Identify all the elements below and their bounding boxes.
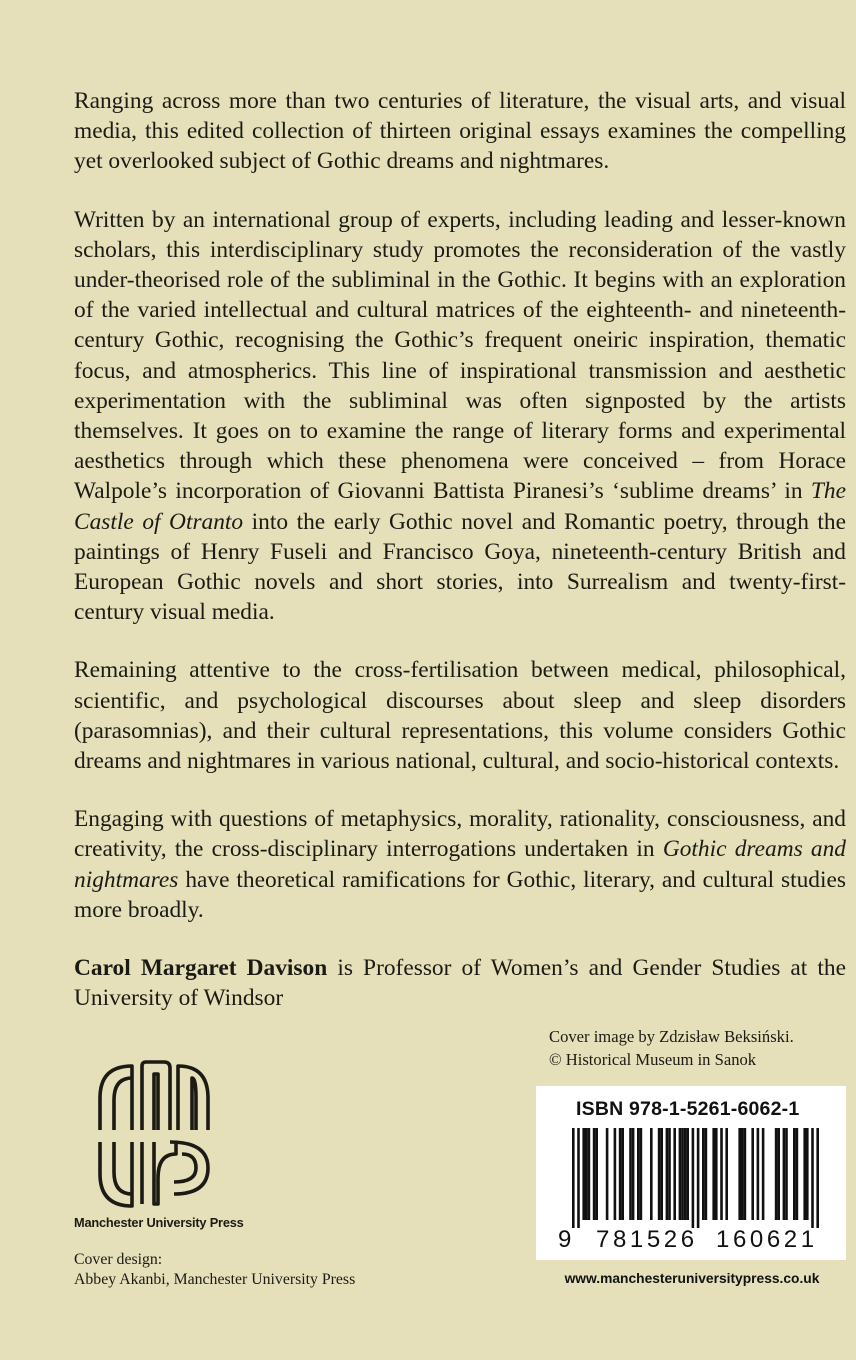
mup-monogram-icon — [90, 1058, 220, 1212]
barcode-bar — [762, 1128, 765, 1220]
cover-image-credit-line-1: Cover image by Zdzisław Beksiński. — [549, 1027, 794, 1046]
barcode-bar — [681, 1128, 684, 1220]
cover-image-credit — [549, 1026, 794, 1071]
barcode-bar — [658, 1128, 661, 1220]
barcode-guard-bar — [572, 1128, 575, 1228]
barcode-bar — [673, 1128, 676, 1220]
barcode-bar — [806, 1128, 809, 1220]
barcode-bar — [712, 1128, 715, 1220]
barcode-bar — [619, 1128, 622, 1220]
barcode-digits — [556, 1226, 836, 1254]
isbn-label: ISBN 978-1-5261-6062-1 — [576, 1098, 800, 1120]
barcode-bar — [715, 1128, 718, 1220]
barcode-bar — [775, 1128, 778, 1220]
barcode-bar — [796, 1128, 799, 1220]
barcode-bar — [725, 1128, 728, 1220]
barcode-bar — [783, 1128, 786, 1220]
barcode-guard-bar — [811, 1128, 814, 1228]
barcode-bar — [679, 1128, 682, 1220]
author-bio — [74, 953, 846, 1013]
barcode-bar — [757, 1128, 760, 1220]
book-title-castle-of-otranto: The Castle of Otranto — [74, 478, 846, 535]
author-bio-text: is Professor of Women’s and Gender Studies at the University of Windsor — [74, 955, 846, 1012]
barcode-bar — [668, 1128, 671, 1220]
barcode-bar — [595, 1128, 598, 1220]
publisher-website: www.manchesteruniversitypress.co.uk — [564, 1271, 820, 1286]
cover-design-credit — [74, 1250, 355, 1289]
author-name: Carol Margaret Davison — [74, 955, 328, 982]
blurb-paragraph-4 — [74, 804, 846, 925]
blurb-paragraph-4-text-a: Engaging with questions of metaphysics, morality, rationality, consciousness, and creativity, the cross-disciplinary interrogations undertaken in — [74, 806, 846, 863]
barcode-bar — [793, 1128, 796, 1220]
blurb-paragraph-1: Ranging across more than two centuries of literature, the visual arts, and visual media, this edited collection of thirteen original essays examines the compelling yet overlooked subject of Gothic dreams and nightmares. — [74, 88, 846, 175]
book-title-gothic-dreams: Gothic dreams and nightmares — [74, 836, 847, 893]
cover-design-label: Cover design: — [74, 1251, 163, 1268]
blurb-paragraph-2-text-a: Written by an international group of experts, including leading and lesser-known scholars, this interdisciplinary study promotes the reconsideration of the vastly under-theorised role of the subliminal in the Gothic. It begins with an exploration of the varied intellectual and cultural matrices of the eighteenth- and nineteenth-century Gothic, recognising the Gothic’s frequent oneiric inspiration, thematic focus, and atmospherics. This line of inspirational transmission and aesthetic experimentation with the subliminal was often signposted by the artists themselves. It goes on to examine the range of literary forms and experimental aesthetics through which these phenomena were conceived – from Horace Walpole’s incorporation of Giovanni Battista Piranesi’s ‘sublime dreams’ in — [74, 206, 846, 505]
isbn-barcode-panel — [536, 1086, 846, 1260]
barcode-digit-first: 9 — [558, 1226, 572, 1253]
barcode-bar — [702, 1128, 705, 1220]
barcode-digit-group-1: 781526 — [596, 1226, 698, 1253]
barcode-bar — [650, 1128, 653, 1220]
barcode-bars — [556, 1128, 836, 1228]
blurb-paragraph-4-text-b: have theoretical ramifications for Gothic, literary, and cultural studies more broadly. — [74, 866, 846, 923]
barcode-bar — [785, 1128, 788, 1220]
barcode-guard-bar — [692, 1128, 695, 1228]
barcode-bar — [582, 1128, 585, 1220]
barcode-bar — [640, 1128, 643, 1220]
barcode-bar — [585, 1128, 588, 1220]
barcode-digit-group-2: 160621 — [716, 1226, 818, 1253]
barcode-bar — [588, 1128, 591, 1220]
barcode-bar — [803, 1128, 806, 1220]
barcode-bar — [741, 1128, 744, 1220]
barcode-bar — [666, 1128, 669, 1220]
barcode-guard-bar — [577, 1128, 580, 1228]
barcode-bar — [720, 1128, 723, 1220]
barcode-bar — [637, 1128, 640, 1220]
barcode-bar — [777, 1128, 780, 1220]
barcode-bar — [593, 1128, 596, 1220]
barcode-guard-bar — [697, 1128, 700, 1228]
barcode-bar — [629, 1128, 632, 1220]
blurb-paragraph-2 — [74, 205, 846, 628]
barcode-bar — [705, 1128, 708, 1220]
barcode-bar — [686, 1128, 689, 1220]
barcode-bar — [660, 1128, 663, 1220]
barcode-bar — [606, 1128, 609, 1220]
blurb-paragraph-2-text-b: into the early Gothic novel and Romantic poetry, through the paintings of Henry Fuseli and Francisco Goya, nineteenth-century British and European Gothic novels and short stories, into Surrealism and twenty-first-century visual media. — [74, 508, 847, 626]
barcode-bar — [751, 1128, 754, 1220]
cover-image-credit-line-2: © Historical Museum in Sanok — [549, 1049, 757, 1069]
barcode-bar — [614, 1128, 617, 1220]
barcode-bar — [684, 1128, 687, 1220]
barcode-bar — [621, 1128, 624, 1220]
back-cover-blurb — [74, 86, 846, 1041]
cover-design-name: Abbey Akanbi, Manchester University Press — [74, 1270, 356, 1288]
barcode-bar — [632, 1128, 635, 1220]
barcode-guard-bar — [816, 1128, 819, 1228]
publisher-name: Manchester University Press — [74, 1215, 244, 1230]
barcode-bar — [744, 1128, 747, 1220]
blurb-paragraph-3: Remaining attentive to the cross-fertilisation between medical, philosophical, scientific, and psychological discourses about sleep and sleep disorders (parasomnias), and their cultural representations, this volume considers Gothic dreams and nightmares in various national, cultural, and socio-historical contexts. — [74, 657, 846, 775]
barcode-bar — [738, 1128, 741, 1220]
